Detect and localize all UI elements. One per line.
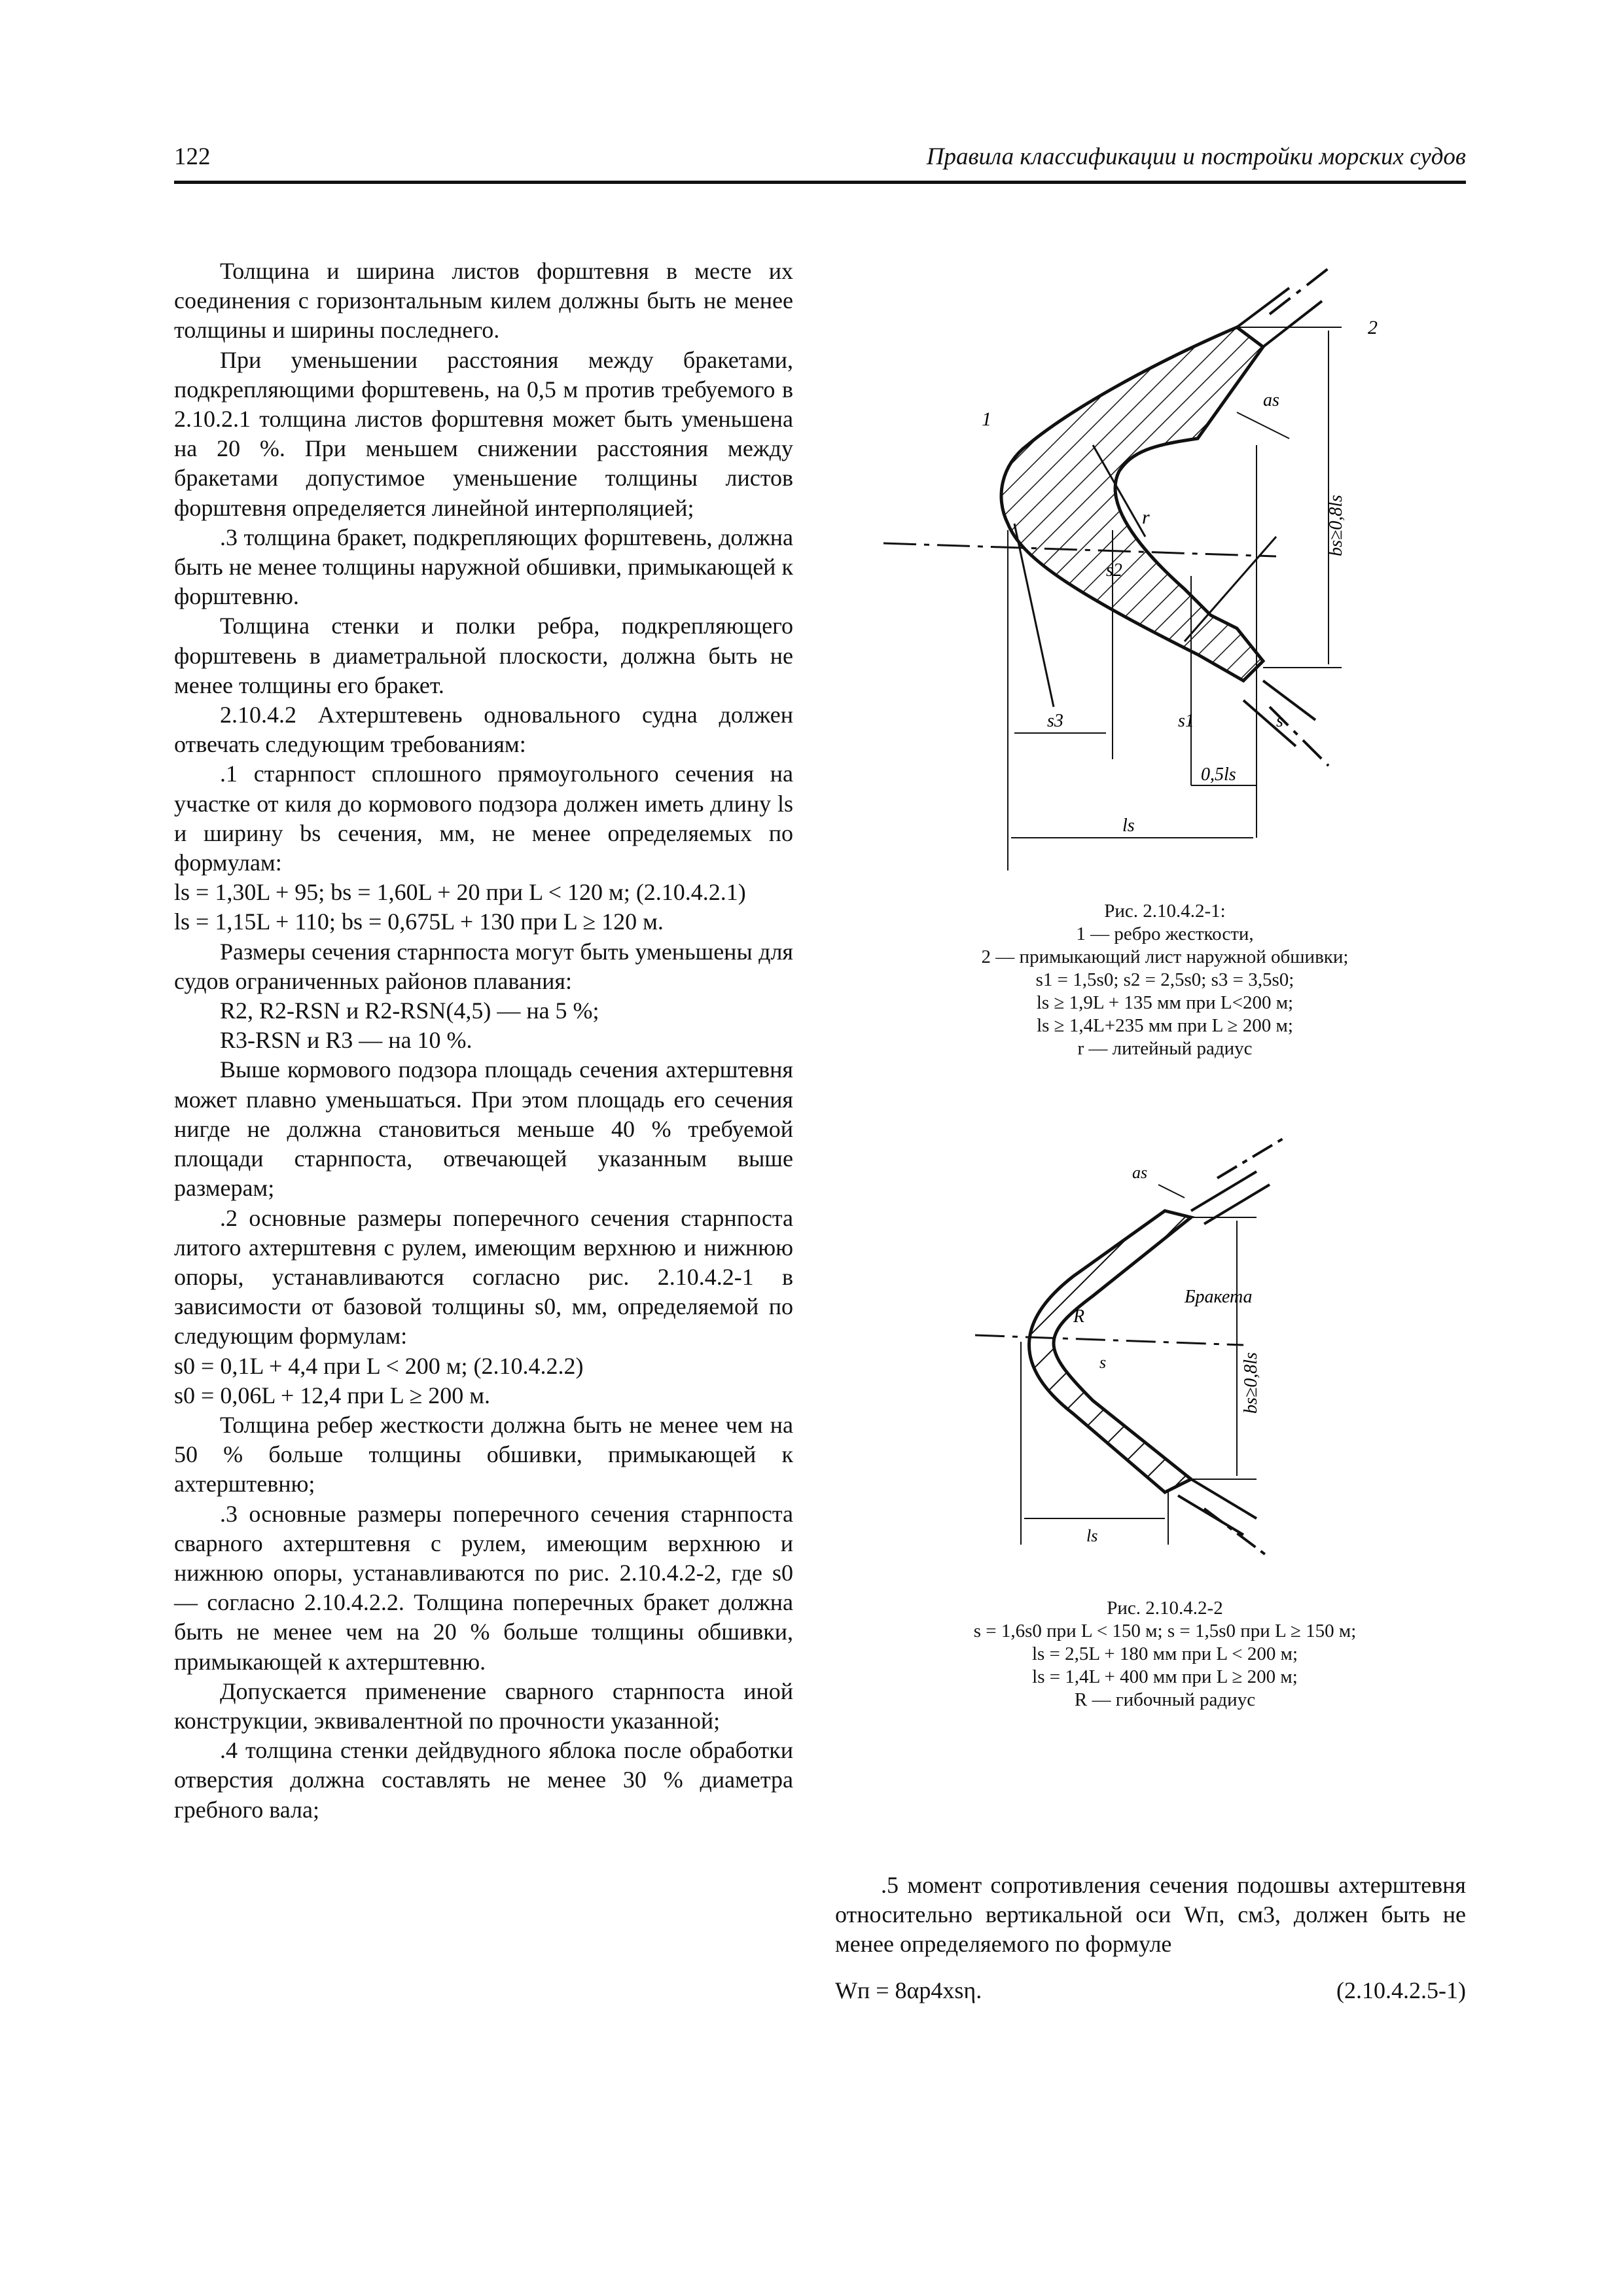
label-s3: s3 — [1047, 711, 1063, 731]
formula: s0 = 0,1L + 4,4 при L < 200 м; (2.10.4.2.2) — [174, 1352, 584, 1379]
label-ls: ls — [1122, 816, 1135, 836]
paragraph: При уменьшении расстояния между бракетами, подкрепляющими форштевень, на 0,5 м против требуемого в 2.10.2.1 толщина листов форштевня может быть уменьшена на 20 %. При меньшем снижении расстояния между бракетами допустимое уменьшение толщины листов форштевня определяется линейной интерполяцией; — [174, 346, 793, 521]
caption-line: 2 — примыкающий лист наружной обшивки; — [981, 946, 1349, 967]
figure-2-10-4-2-2 — [942, 1126, 1309, 1571]
figure-1-caption — [870, 900, 1459, 1060]
welded-stern-post-drawing — [975, 1139, 1283, 1558]
caption-line: R — гибочный радиус — [1074, 1689, 1256, 1710]
caption-line: Рис. 2.10.4.2-2 — [1107, 1598, 1223, 1619]
right-column — [835, 1871, 1466, 2005]
label-bs: bs≥0,8ls — [1326, 495, 1346, 556]
caption-line: s1 = 1,5s0; s2 = 2,5s0; s3 = 3,5s0; — [1035, 969, 1294, 990]
label-2: 2 — [1368, 317, 1378, 338]
paragraph: Выше кормового подзора площадь сечения ахтерштевня может плавно уменьшаться. При этом площадь его сечения нигде не должна становиться меньше 40 % требуемой площади старнпоста, отвечающей указанным выше размерам; — [174, 1056, 793, 1202]
label-ls: ls — [1086, 1526, 1098, 1545]
formula-row — [835, 1976, 1466, 2005]
formula: s0 = 0,06L + 12,4 при L ≥ 200 м. — [174, 1382, 490, 1408]
label-R: R — [1073, 1306, 1085, 1327]
running-header — [174, 143, 1466, 184]
paragraph: .5 момент сопротивления сечения подошвы ахтерштевня относительно вертикальной оси Wп, см3, должен быть не менее определяемого по формуле — [835, 1872, 1466, 1958]
caption-line: ls ≥ 1,4L+235 мм при L ≥ 200 м; — [1037, 1015, 1293, 1036]
label-bs: bs≥0,8ls — [1241, 1352, 1261, 1414]
running-title: Правила классификации и постройки морских судов — [926, 143, 1466, 170]
caption-line: Рис. 2.10.4.2-1: — [1104, 901, 1226, 922]
list-item: R3-RSN и R3 — на 10 %. — [220, 1027, 473, 1054]
label-s1: s1 — [1178, 711, 1194, 731]
paragraph: Толщина стенки и полки ребра, подкрепляющего форштевень в диаметральной плоскости, должна быть не менее толщины его бракет. — [174, 613, 793, 698]
label-as: as — [1263, 390, 1279, 410]
left-column — [174, 257, 793, 1825]
paragraph: .3 толщина бракет, подкрепляющих форштевень, должна быть не менее толщины наружной обшивки, примыкающей к форштевню. — [174, 524, 793, 610]
page-number: 122 — [174, 143, 211, 170]
section-heading-paragraph: 2.10.4.2 Ахтерштевень одновального судна должен отвечать следующим требованиям: — [174, 702, 793, 758]
paragraph: .1 старнпост сплошного прямоугольного сечения на участке от киля до кормового подзора должен иметь длину ls и ширину bs сечения, мм, не менее определяемых по формулам: — [174, 761, 793, 876]
label-s: s — [1099, 1353, 1107, 1372]
caption-line: 1 — ребро жесткости, — [1076, 924, 1254, 944]
label-r: r — [1142, 507, 1150, 528]
caption-line: r — литейный радиус — [1077, 1038, 1253, 1059]
figure-2-10-4-2-1 — [870, 249, 1459, 877]
label-half-ls: 0,5ls — [1201, 764, 1236, 785]
paragraph: .2 основные размеры поперечного сечения старнпоста литого ахтерштевня с рулем, имеющим верхнюю и нижнюю опоры, устанавливаются согласно рис. 2.10.4.2-1 в зависимости от базовой толщины s0, мм, определяемой по следующим формулам: — [174, 1204, 793, 1350]
caption-line: s = 1,6s0 при L < 150 м; s = 1,5s0 при L ≥ 150 м; — [973, 1621, 1357, 1641]
paragraph: Толщина и ширина листов форштевня в месте их соединения с горизонтальным килем должны быть не менее толщины и ширины последнего. — [174, 258, 793, 344]
paragraph: Допускается применение сварного старнпоста иной конструкции, эквивалентной по прочности указанной; — [174, 1677, 793, 1734]
caption-line: ls = 2,5L + 180 мм при L < 200 м; — [1031, 1643, 1298, 1664]
label-1: 1 — [982, 408, 991, 430]
paragraph: .3 основные размеры поперечного сечения старнпоста сварного ахтерштевня с рулем, имеющим верхнюю и нижнюю опоры, устанавливаются по рис. 2.10.4.2-2, где s0 — согласно 2.10.4.2.2. Толщина поперечных бракет должна быть не менее чем на 20 % больше толщины обшивки, примыкающей к ахтерштевню. — [174, 1500, 793, 1675]
label-bracket: Бракета — [1185, 1287, 1253, 1307]
paragraph: .4 толщина стенки дейдвудного яблока после обработки отверстия должна составлять не менее 30 % диаметра гребного вала; — [174, 1737, 793, 1823]
caption-line: ls ≥ 1,9L + 135 мм при L<200 м; — [1036, 992, 1294, 1013]
paragraph: Размеры сечения старнпоста могут быть уменьшены для судов ограниченных районов плавания: — [174, 938, 793, 994]
caption-line: ls = 1,4L + 400 мм при L ≥ 200 м; — [1032, 1666, 1298, 1687]
formula: Wп = 8αp4xsη. — [835, 1977, 982, 2003]
label-s2: s2 — [1106, 560, 1122, 581]
label-s: s — [1276, 711, 1283, 731]
paragraph: Толщина ребер жесткости должна быть не менее чем на 50 % больше толщины обшивки, примыкающей к ахтерштевню; — [174, 1411, 793, 1498]
formula: ls = 1,30L + 95; bs = 1,60L + 20 при L < 120 м; (2.10.4.2.1) — [174, 879, 746, 906]
formula-number: (2.10.4.2.5-1) — [1336, 1977, 1466, 2003]
figure-2-caption — [870, 1597, 1459, 1712]
formula: ls = 1,15L + 110; bs = 0,675L + 130 при L ≥ 120 м. — [174, 908, 664, 935]
list-item: R2, R2-RSN и R2-RSN(4,5) — на 5 %; — [220, 997, 599, 1024]
label-as: as — [1132, 1163, 1148, 1182]
